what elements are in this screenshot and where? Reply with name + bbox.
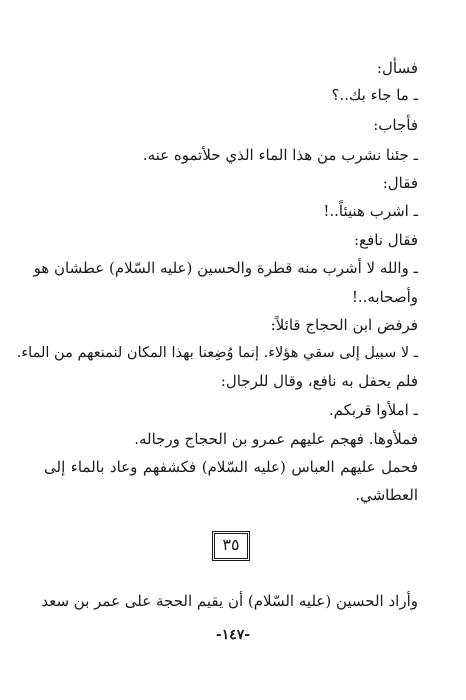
text-line: ـ جئنا نشرب من هذا الماء الذي حلأتموه عنه. [142, 146, 418, 164]
text-line: فسأل: [376, 59, 418, 77]
chapter-number-box: ٣٥ [212, 531, 250, 561]
text-line: فرفض ابن الحجاج قائلاً: [270, 316, 418, 334]
text-line: العطاشي. [355, 486, 418, 504]
text-line: فقال نافع: [354, 231, 418, 249]
text-line: فملأوها. فهجم عليهم عمرو بن الحجاج ورجاله. [134, 430, 418, 448]
text-line: فلم يحفل به نافع، وقال للرجال: [220, 372, 418, 390]
text-line: ـ لا سبيل إلى سقي هؤلاء. إنما وُضِعنا بهذا المكان لنمنعهم من الماء. [16, 345, 418, 361]
text-line: ـ والله لا أشرب منه قطرة والحسين (عليه السّلام) عطشان هو [33, 259, 418, 277]
text-line: ـ ما جاء بك..؟ [331, 86, 418, 104]
text-line: فحمل عليهم العباس (عليه السّلام) فكشفهم وعاد بالماء إلى [44, 458, 418, 476]
text-line: وأصحابه..! [351, 288, 418, 306]
text-line: ـ اشرب هنيئاً..! [323, 202, 418, 220]
page-number: -١٤٧- [215, 627, 251, 643]
text-line: فقال: [382, 174, 418, 192]
text-line: فأجاب: [373, 116, 418, 134]
text-line: وأراد الحسين (عليه السّلام) أن يقيم الحجة على عمر بن سعد [41, 592, 418, 610]
text-line: ـ املأوا قربكم. [328, 401, 418, 419]
